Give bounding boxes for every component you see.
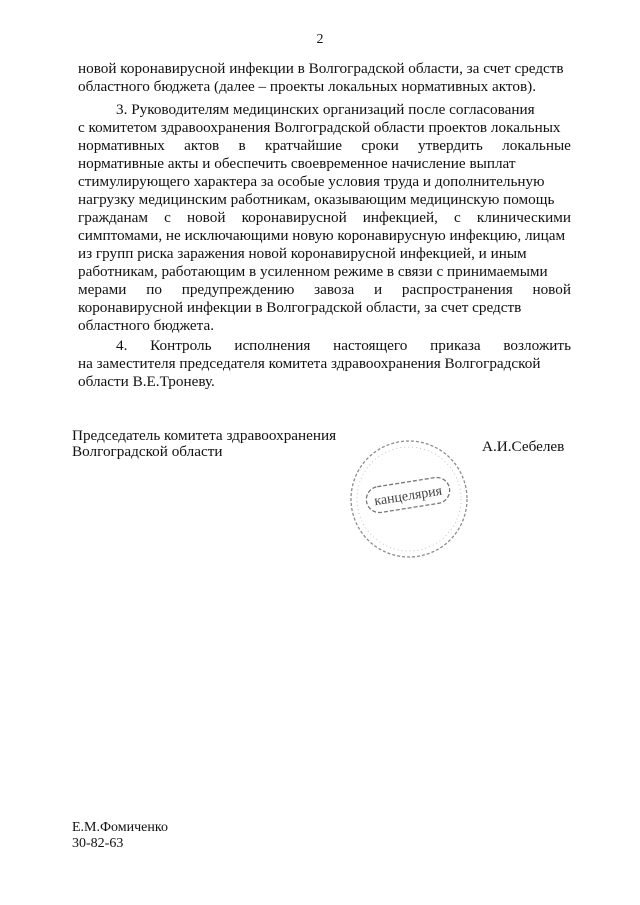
word: с xyxy=(164,209,171,226)
word: коронавирусной xyxy=(241,209,347,226)
paragraph-line-justified xyxy=(78,209,571,227)
signatory-title xyxy=(72,428,336,460)
paragraph-line: 3. Руководителям медицинских организаций после согласования xyxy=(116,101,535,118)
word: новой xyxy=(186,209,226,226)
page-number: 2 xyxy=(316,32,324,47)
paragraph-line: на заместителя председателя комитета здравоохранения Волгоградской xyxy=(78,355,541,372)
word: по xyxy=(146,281,162,298)
paragraph-line: областного бюджета (далее – проекты локальных нормативных актов). xyxy=(78,78,536,95)
signatory-title-line: Волгоградской области xyxy=(72,443,223,460)
word: приказа xyxy=(430,337,481,354)
contact-name: Е.М.Фомиченко xyxy=(72,820,168,835)
word: возложить xyxy=(503,337,571,354)
paragraph-line: области В.Е.Троневу. xyxy=(78,373,215,390)
stamp-text: канцелярия xyxy=(373,483,444,510)
paragraph-line: нагрузку медицинским работникам, оказывающим медицинскую помощь xyxy=(78,191,555,208)
paragraph-line: с комитетом здравоохранения Волгоградской области проектов локальных xyxy=(78,119,561,136)
word: распространения xyxy=(401,281,513,298)
paragraph-line: работникам, работающим в усиленном режиме в связи с принимаемыми xyxy=(78,263,548,280)
paragraph-line-justified xyxy=(78,281,571,299)
word: с xyxy=(454,209,461,226)
word: Контроль xyxy=(150,337,212,354)
paragraph-line: симптомами, не исключающими новую коронавирусную инфекцию, лицам xyxy=(78,227,566,244)
word: нормативных xyxy=(78,137,165,154)
paragraph-line: коронавирусной инфекции в Волгоградской области, за счет средств xyxy=(78,299,522,316)
word: локальные xyxy=(502,137,571,154)
word: клиническими xyxy=(476,209,571,226)
contact-block xyxy=(72,820,168,852)
word: инфекцией, xyxy=(362,209,438,226)
word: предупреждению xyxy=(181,281,295,298)
word: 4. xyxy=(116,337,128,354)
paragraph-line: стимулирующего характера за особые условия труда и дополнительную xyxy=(78,173,545,190)
word: исполнения xyxy=(234,337,311,354)
word: утвердить xyxy=(417,137,483,154)
word: сроки xyxy=(361,137,399,154)
word: новой xyxy=(532,281,571,298)
paragraph-line-justified xyxy=(78,137,571,155)
paragraph-line: новой коронавирусной инфекции в Волгоградской области, за счет средств xyxy=(78,60,564,77)
signatory-title-line: Председатель комитета здравоохранения xyxy=(72,427,337,444)
word: настоящего xyxy=(333,337,408,354)
word: гражданам xyxy=(78,209,149,226)
word: мерами xyxy=(78,281,127,298)
signatory-name: А.И.Себелев xyxy=(482,438,565,455)
word: в xyxy=(238,137,246,154)
paragraph-line: областного бюджета. xyxy=(78,317,215,334)
paragraph-line-justified xyxy=(116,337,571,355)
word: завоза xyxy=(314,281,355,298)
paragraph-line: из групп риска заражения новой коронавирусной инфекцией, и иным xyxy=(78,245,527,262)
office-stamp xyxy=(344,434,474,564)
word: актов xyxy=(184,137,220,154)
paragraph-line: нормативные акты и обеспечить своевременное начисление выплат xyxy=(78,155,516,172)
contact-phone: 30-82-63 xyxy=(72,836,124,851)
word: и xyxy=(374,281,383,298)
word: кратчайшие xyxy=(264,137,342,154)
